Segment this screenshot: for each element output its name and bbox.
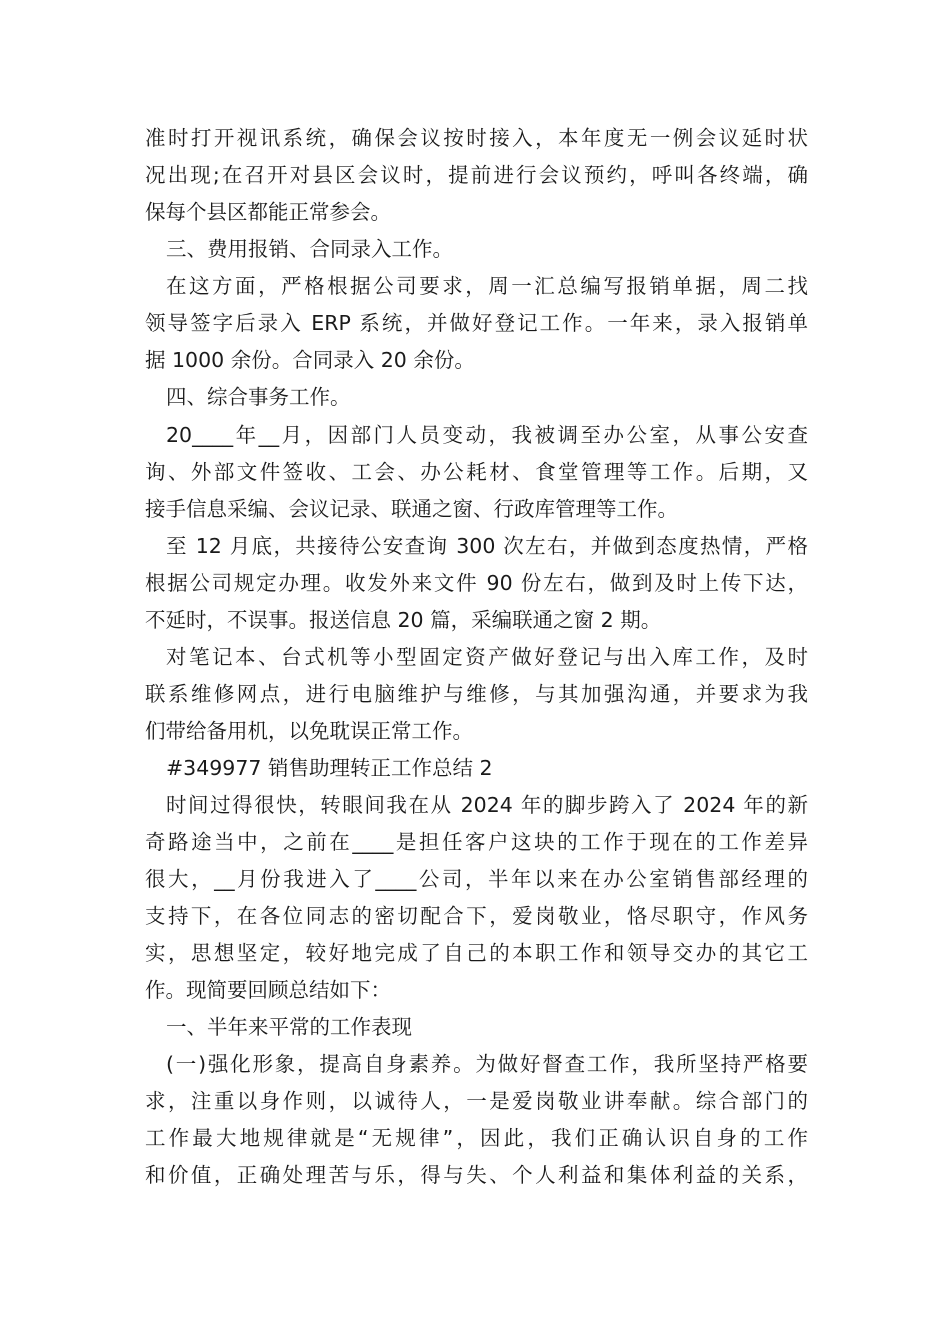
body-text-line: 据 1000 余份。合同录入 20 余份。 (145, 348, 475, 372)
body-text-line: 领导签字后录入 ERP 系统，并做好登记工作。一年来，录入报销单 (145, 311, 808, 335)
body-text-line: 对笔记本、台式机等小型固定资产做好登记与出入库工作，及时 (166, 645, 808, 669)
body-text-line: 时间过得很快，转眼间我在从 2024 年的脚步跨入了 2024 年的新 (166, 793, 808, 817)
body-text-line: 求，注重以身作则，以诚待人，一是爱岗敬业讲奉献。综合部门的 (145, 1089, 808, 1113)
section-heading: 一、半年来平常的工作表现 (166, 1015, 412, 1039)
body-text-line: 和价值，正确处理苦与乐，得与失、个人利益和集体利益的关系， (145, 1163, 808, 1187)
body-text-line: 况出现;在召开对县区会议时，提前进行会议预约，呼叫各终端，确 (145, 163, 808, 187)
body-text-line: 不延时，不误事。报送信息 20 篇，采编联通之窗 2 期。 (145, 608, 662, 632)
section-heading: 三、费用报销、合同录入工作。 (166, 237, 453, 261)
section-heading: 四、综合事务工作。 (166, 385, 351, 409)
body-text-line: 根据公司规定办理。收发外来文件 90 份左右，做到及时上传下达， (145, 571, 808, 595)
body-text-line: 至 12 月底，共接待公安查询 300 次左右，并做到态度热情，严格 (166, 534, 808, 558)
body-text-line: 支持下，在各位同志的密切配合下，爱岗敬业，恪尽职守，作风务 (145, 904, 808, 928)
body-text-line: 保每个县区都能正常参会。 (145, 200, 391, 224)
body-text-line: 工作最大地规律就是“无规律”，因此，我们正确认识自身的工作 (145, 1126, 808, 1150)
body-text-line: 很大，__月份我进入了____公司，半年以来在办公室销售部经理的 (145, 867, 808, 891)
body-text-line: 20____年__月，因部门人员变动，我被调至办公室，从事公安查 (166, 423, 808, 447)
document-title: #349977 销售助理转正工作总结 2 (166, 756, 493, 780)
body-text-line: 接手信息采编、会议记录、联通之窗、行政库管理等工作。 (145, 497, 678, 521)
body-text-line: 联系维修网点，进行电脑维护与维修，与其加强沟通，并要求为我 (145, 682, 808, 706)
body-text-line: 们带给备用机，以免耽误正常工作。 (145, 719, 473, 743)
body-text-line: 作。现简要回顾总结如下： (145, 978, 391, 1002)
body-text-line: 实，思想坚定，较好地完成了自己的本职工作和领导交办的其它工 (145, 941, 808, 965)
body-text-line: (一)强化形象，提高自身素养。为做好督查工作，我所坚持严格要 (166, 1052, 808, 1076)
body-text-line: 在这方面，严格根据公司要求，周一汇总编写报销单据，周二找 (166, 274, 808, 298)
body-text-line: 准时打开视讯系统，确保会议按时接入，本年度无一例会议延时状 (145, 126, 808, 150)
body-text-line: 询、外部文件签收、工会、办公耗材、食堂管理等工作。后期，又 (145, 460, 808, 484)
body-text-line: 奇路途当中，之前在____是担任客户这块的工作于现在的工作差异 (145, 830, 808, 854)
